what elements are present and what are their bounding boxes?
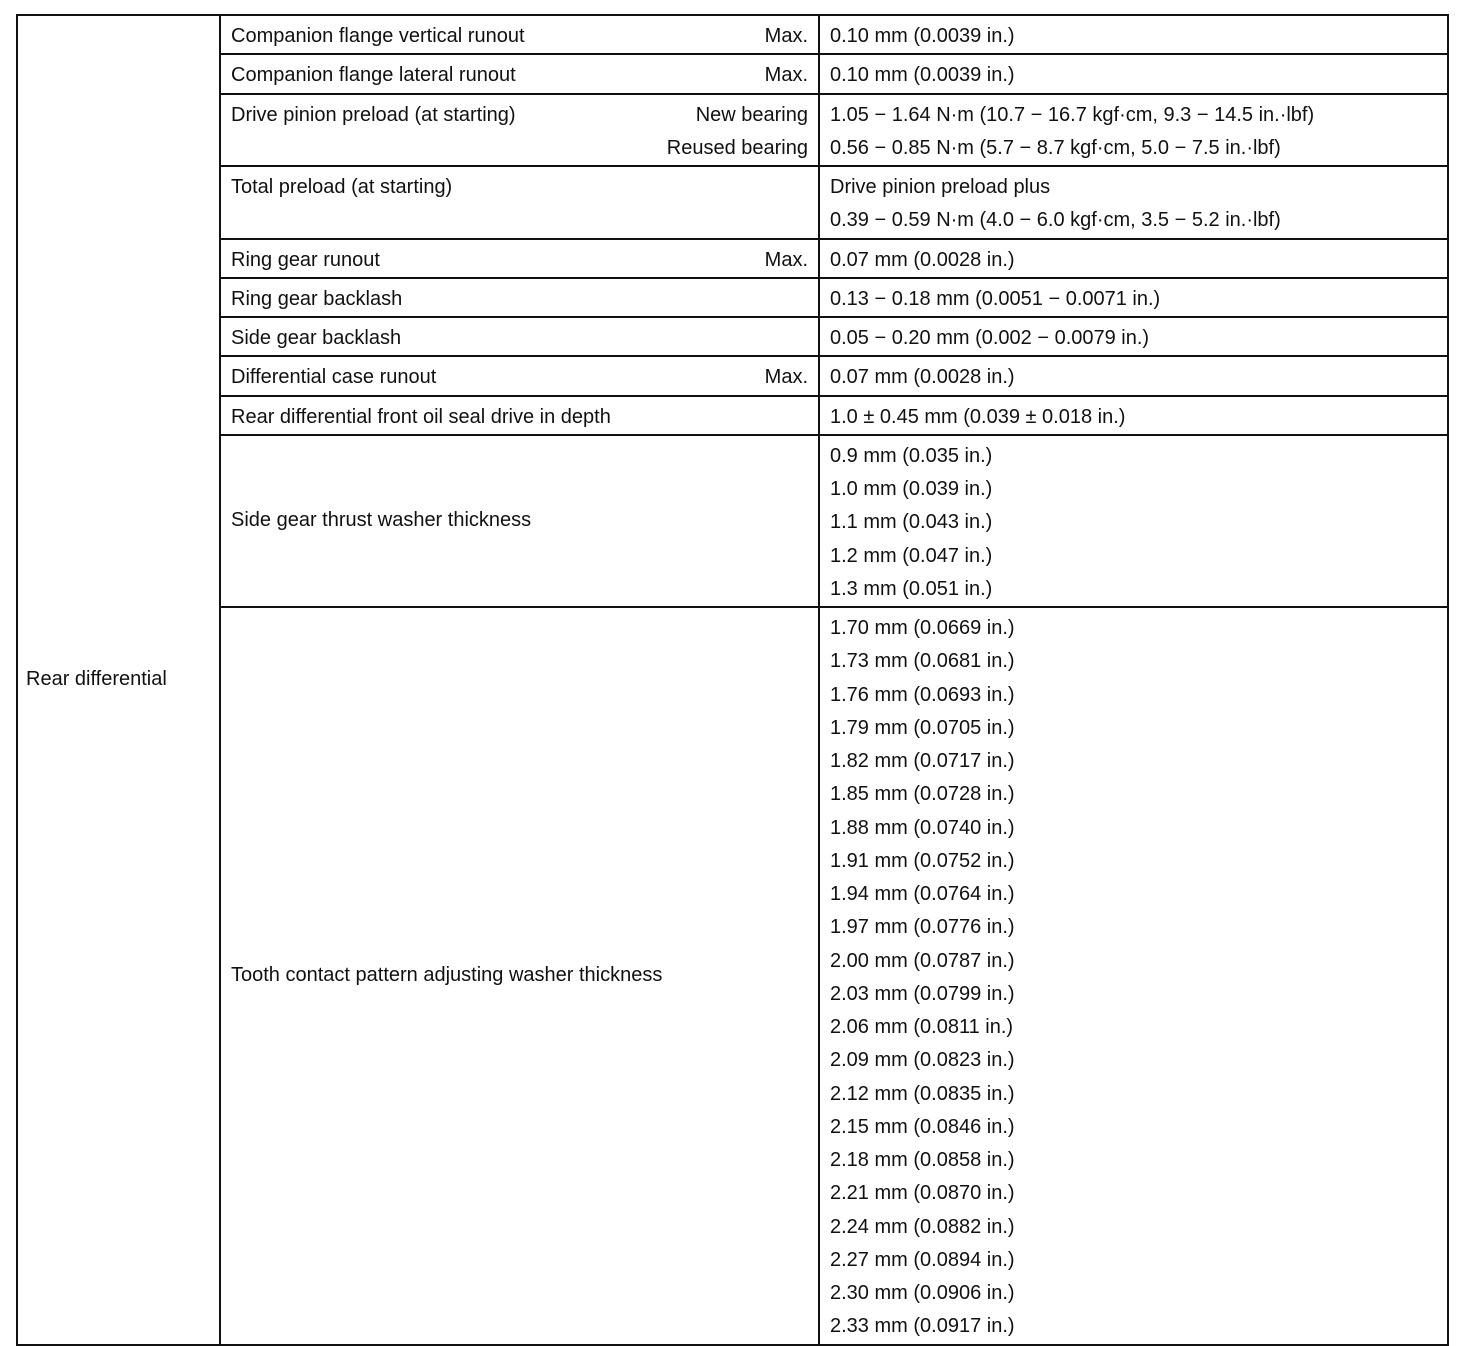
item-name: Side gear thrust washer thickness — [231, 509, 532, 532]
spec-value: 1.85 mm (0.0728 in.) — [830, 783, 1015, 806]
item-cell — [220, 94, 819, 167]
spec-value: 2.09 mm (0.0823 in.) — [830, 1049, 1015, 1072]
item-name: Drive pinion preload (at starting) — [231, 103, 516, 126]
spec-value: 0.9 mm (0.035 in.) — [830, 444, 993, 467]
item-cell — [220, 356, 819, 395]
value-cell — [819, 317, 1448, 356]
value-cell — [819, 356, 1448, 395]
spec-value: 0.13 − 0.18 mm (0.0051 − 0.0071 in.) — [830, 287, 1161, 310]
item-name: Rear differential front oil seal drive in depth — [231, 405, 611, 428]
spec-value: 2.27 mm (0.0894 in.) — [830, 1248, 1015, 1271]
table-row — [17, 166, 1448, 239]
value-cell — [819, 435, 1448, 607]
item-qualifier: Max. — [764, 366, 808, 389]
item-cell — [220, 166, 819, 239]
table-row — [17, 54, 1448, 93]
table-row — [17, 396, 1448, 435]
spec-value: 0.10 mm (0.0039 in.) — [830, 25, 1015, 47]
spec-value: Drive pinion preload plus — [830, 176, 1051, 198]
item-cell — [220, 15, 819, 54]
value-cell — [819, 15, 1448, 54]
item-qualifier: Reused bearing — [666, 136, 808, 159]
spec-value: 1.73 mm (0.0681 in.) — [830, 650, 1015, 673]
value-cell — [819, 607, 1448, 1345]
item-cell — [220, 54, 819, 93]
spec-value: 1.70 mm (0.0669 in.) — [830, 617, 1015, 639]
table-row — [17, 356, 1448, 395]
item-cell — [220, 607, 819, 1345]
item-qualifier: Max. — [764, 64, 808, 87]
spec-value: 1.05 − 1.64 N·m (10.7 − 16.7 kgf·cm, 9.3 − 14.5 in.·lbf) — [830, 103, 1315, 126]
value-cell — [819, 54, 1448, 93]
item-qualifier: New bearing — [695, 103, 808, 126]
spec-value: 2.00 mm (0.0787 in.) — [830, 949, 1015, 972]
spec-value: 0.56 − 0.85 N·m (5.7 − 8.7 kgf·cm, 5.0 − 7.5 in.·lbf) — [830, 136, 1281, 159]
spec-value: 1.76 mm (0.0693 in.) — [830, 683, 1015, 706]
table-row — [17, 94, 1448, 167]
table-row — [17, 607, 1448, 1345]
item-name: Side gear backlash — [231, 327, 402, 349]
item-name: Total preload (at starting) — [231, 176, 453, 198]
spec-value: 0.05 − 0.20 mm (0.002 − 0.0079 in.) — [830, 327, 1150, 349]
item-cell — [220, 239, 819, 278]
item-qualifier: Max. — [764, 25, 808, 47]
item-name: Companion flange vertical runout — [231, 25, 525, 47]
value-cell — [819, 166, 1448, 239]
item-cell — [220, 278, 819, 317]
spec-value: 2.33 mm (0.0917 in.) — [830, 1315, 1015, 1338]
item-cell — [220, 435, 819, 607]
table-row — [17, 278, 1448, 317]
group-label: Rear differential — [17, 15, 220, 1345]
value-cell — [819, 94, 1448, 167]
item-name: Ring gear runout — [231, 248, 380, 271]
table-row — [17, 317, 1448, 356]
spec-value: 1.91 mm (0.0752 in.) — [830, 849, 1015, 872]
spec-value: 1.0 mm (0.039 in.) — [830, 478, 993, 500]
table-row — [17, 239, 1448, 278]
item-cell — [220, 396, 819, 435]
spec-value: 2.18 mm (0.0858 in.) — [830, 1149, 1015, 1171]
table-row — [17, 15, 1448, 54]
value-cell — [819, 396, 1448, 435]
value-cell — [819, 278, 1448, 317]
spec-value: 1.97 mm (0.0776 in.) — [830, 916, 1015, 939]
item-name: Ring gear backlash — [231, 287, 403, 310]
item-qualifier: Max. — [764, 248, 808, 271]
spec-value: 2.06 mm (0.0811 in.) — [830, 1016, 1014, 1038]
spec-table — [16, 14, 1449, 1346]
spec-value: 2.12 mm (0.0835 in.) — [830, 1082, 1015, 1105]
table-row — [17, 435, 1448, 607]
spec-value: 1.88 mm (0.0740 in.) — [830, 816, 1015, 839]
spec-value: 2.15 mm (0.0846 in.) — [830, 1115, 1015, 1138]
spec-value: 1.94 mm (0.0764 in.) — [830, 883, 1015, 905]
spec-value: 2.21 mm (0.0870 in.) — [830, 1182, 1015, 1205]
spec-value: 0.39 − 0.59 N·m (4.0 − 6.0 kgf·cm, 3.5 − 5.2 in.·lbf) — [830, 209, 1281, 232]
spec-value: 0.07 mm (0.0028 in.) — [830, 248, 1015, 271]
spec-value: 0.07 mm (0.0028 in.) — [830, 366, 1015, 389]
spec-value: 1.0 ± 0.45 mm (0.039 ± 0.018 in.) — [830, 405, 1126, 428]
value-cell — [819, 239, 1448, 278]
spec-value: 2.24 mm (0.0882 in.) — [830, 1215, 1015, 1238]
item-name: Tooth contact pattern adjusting washer thickness — [231, 964, 663, 987]
spec-value: 1.1 mm (0.043 in.) — [830, 511, 993, 534]
spec-value: 1.82 mm (0.0717 in.) — [830, 750, 1015, 772]
item-name: Differential case runout — [231, 366, 437, 389]
spec-value: 0.10 mm (0.0039 in.) — [830, 64, 1015, 87]
spec-value: 1.79 mm (0.0705 in.) — [830, 716, 1015, 739]
spec-value: 1.3 mm (0.051 in.) — [830, 577, 993, 600]
spec-value: 2.03 mm (0.0799 in.) — [830, 982, 1015, 1005]
spec-value: 2.30 mm (0.0906 in.) — [830, 1282, 1015, 1304]
item-cell — [220, 317, 819, 356]
spec-value: 1.2 mm (0.047 in.) — [830, 544, 993, 567]
item-name: Companion flange lateral runout — [231, 64, 516, 87]
